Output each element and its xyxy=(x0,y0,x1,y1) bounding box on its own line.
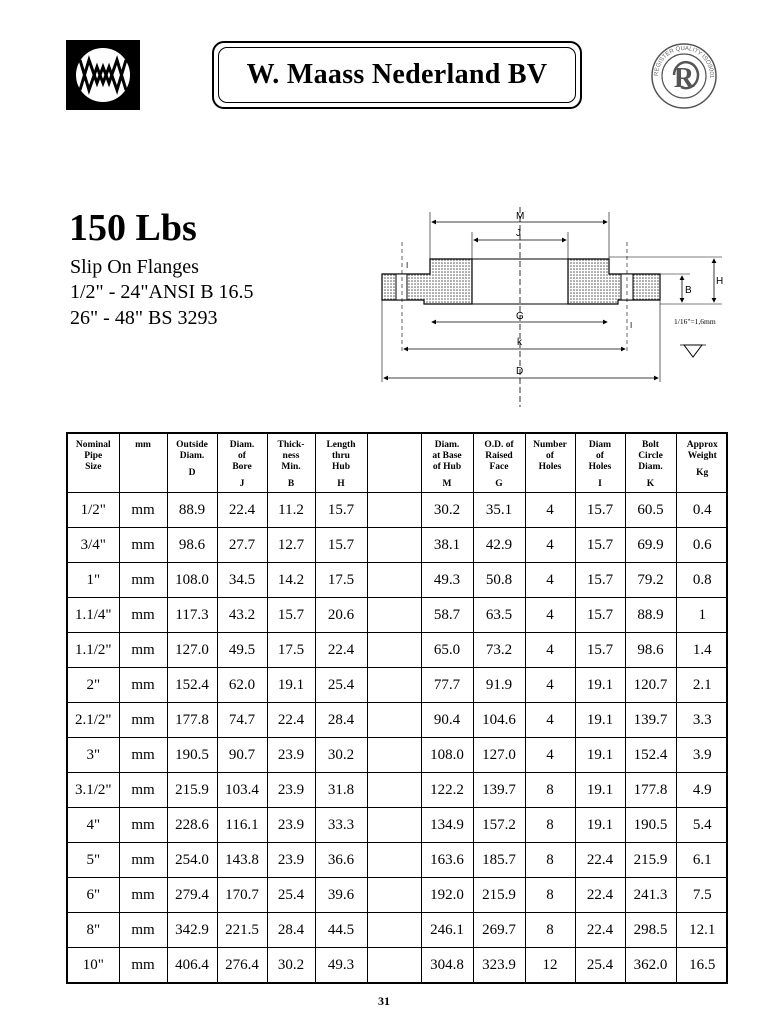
dim-label-i-right: I xyxy=(630,321,633,330)
table-cell: 298.5 xyxy=(625,913,676,948)
table-cell: 15.7 xyxy=(575,633,625,668)
table-cell: 1/2" xyxy=(68,493,119,528)
flange-cross-section-drawing xyxy=(372,202,732,412)
table-row xyxy=(68,703,728,738)
table-cell: 35.1 xyxy=(473,493,525,528)
table-cell: 152.4 xyxy=(625,738,676,773)
table-cell: 8 xyxy=(525,843,575,878)
table-cell xyxy=(367,668,421,703)
column-header xyxy=(315,434,367,493)
table-cell xyxy=(367,913,421,948)
table-cell: 25.4 xyxy=(267,878,315,913)
table-cell xyxy=(367,948,421,983)
column-header-text: Circle xyxy=(638,451,663,461)
table-cell: 0.4 xyxy=(676,493,728,528)
table-cell: 77.7 xyxy=(421,668,473,703)
table-cell xyxy=(367,598,421,633)
table-cell: 19.1 xyxy=(575,773,625,808)
table-cell: 342.9 xyxy=(167,913,217,948)
table-cell: 4 xyxy=(525,528,575,563)
column-header xyxy=(525,434,575,493)
table-cell: 10" xyxy=(68,948,119,983)
quality-register-seal-icon xyxy=(641,41,727,111)
column-header-text: at Base xyxy=(432,451,462,461)
table-cell: 49.3 xyxy=(315,948,367,983)
table-cell: mm xyxy=(119,948,167,983)
table-cell: 177.8 xyxy=(625,773,676,808)
table-cell: 23.9 xyxy=(267,738,315,773)
table-cell: 15.7 xyxy=(315,493,367,528)
table-cell: 74.7 xyxy=(217,703,267,738)
table-cell: 241.3 xyxy=(625,878,676,913)
table-cell: 98.6 xyxy=(167,528,217,563)
column-header-text: of Hub xyxy=(432,462,462,472)
column-header xyxy=(676,434,728,493)
table-cell: 38.1 xyxy=(421,528,473,563)
table-cell: 1" xyxy=(68,563,119,598)
table-cell: mm xyxy=(119,738,167,773)
table-cell xyxy=(367,843,421,878)
table-cell: 69.9 xyxy=(625,528,676,563)
table-cell: 49.5 xyxy=(217,633,267,668)
table-cell xyxy=(367,808,421,843)
table-cell: 17.5 xyxy=(267,633,315,668)
table-cell: 33.3 xyxy=(315,808,367,843)
table-cell: 1.1/2" xyxy=(68,633,119,668)
table-cell: 120.7 xyxy=(625,668,676,703)
table-cell: 2.1 xyxy=(676,668,728,703)
column-header-text: Diam. xyxy=(638,462,663,472)
table-cell: 8 xyxy=(525,773,575,808)
table-row xyxy=(68,878,728,913)
table-cell: 228.6 xyxy=(167,808,217,843)
table-cell: 15.7 xyxy=(575,598,625,633)
table-cell: 22.4 xyxy=(315,633,367,668)
dim-label-k: k xyxy=(517,337,522,348)
table-cell: 12 xyxy=(525,948,575,983)
column-header xyxy=(575,434,625,493)
table-cell: 116.1 xyxy=(217,808,267,843)
table-cell: 5" xyxy=(68,843,119,878)
column-header xyxy=(473,434,525,493)
table-cell: 88.9 xyxy=(167,493,217,528)
table-cell: 23.9 xyxy=(267,808,315,843)
table-cell: 279.4 xyxy=(167,878,217,913)
table-cell: 63.5 xyxy=(473,598,525,633)
column-header-text: mm xyxy=(135,440,151,450)
column-header-text: Holes xyxy=(588,462,612,472)
table-cell: 12.1 xyxy=(676,913,728,948)
table-cell: 4 xyxy=(525,703,575,738)
table-cell xyxy=(367,493,421,528)
table-cell: 1.1/4" xyxy=(68,598,119,633)
column-header xyxy=(267,434,315,493)
table-cell: 49.3 xyxy=(421,563,473,598)
table-cell: 8 xyxy=(525,808,575,843)
table-cell: 221.5 xyxy=(217,913,267,948)
table-cell: 117.3 xyxy=(167,598,217,633)
column-header-text: of xyxy=(546,451,554,461)
column-header-text: thru xyxy=(332,451,350,461)
column-header-text: Approx xyxy=(686,440,718,450)
seal-text: REGISTER QUALITY ISO9001 xyxy=(653,45,715,79)
table-cell: 30.2 xyxy=(315,738,367,773)
page-number: 31 xyxy=(378,994,390,1008)
table-cell: 406.4 xyxy=(167,948,217,983)
column-header-text: ness xyxy=(282,451,300,461)
table-cell: mm xyxy=(119,703,167,738)
table-cell: 1.4 xyxy=(676,633,728,668)
column-header-symbol: J xyxy=(239,479,245,489)
table-cell: 103.4 xyxy=(217,773,267,808)
table-cell: 276.4 xyxy=(217,948,267,983)
column-header-text: Nominal xyxy=(75,440,111,450)
table-cell: 108.0 xyxy=(421,738,473,773)
table-cell xyxy=(367,878,421,913)
table-cell: 15.7 xyxy=(315,528,367,563)
table-cell: 15.7 xyxy=(575,493,625,528)
column-header xyxy=(625,434,676,493)
table-row xyxy=(68,528,728,563)
column-header-text: Diam. xyxy=(179,451,205,461)
table-row xyxy=(68,563,728,598)
table-cell: 16.5 xyxy=(676,948,728,983)
table-row xyxy=(68,843,728,878)
table-cell: 192.0 xyxy=(421,878,473,913)
table-cell: 269.7 xyxy=(473,913,525,948)
table-cell: 215.9 xyxy=(473,878,525,913)
column-header-text: Weight xyxy=(687,451,717,461)
column-header xyxy=(119,434,167,493)
table-cell xyxy=(367,773,421,808)
table-cell: 3.3 xyxy=(676,703,728,738)
table-cell: 139.7 xyxy=(473,773,525,808)
column-header-text: Number xyxy=(533,440,567,450)
subtitle-line-3: 26" - 48" BS 3293 xyxy=(70,307,218,329)
table-cell: 2.1/2" xyxy=(68,703,119,738)
table-cell: 19.1 xyxy=(575,668,625,703)
table-cell: 254.0 xyxy=(167,843,217,878)
table-cell xyxy=(367,563,421,598)
table-cell: 44.5 xyxy=(315,913,367,948)
table-cell: mm xyxy=(119,493,167,528)
subtitle-line-1: Slip On Flanges xyxy=(70,256,199,278)
table-cell: 25.4 xyxy=(315,668,367,703)
table-cell: 157.2 xyxy=(473,808,525,843)
column-header-symbol: M xyxy=(442,479,452,489)
table-cell: 152.4 xyxy=(167,668,217,703)
table-cell: 88.9 xyxy=(625,598,676,633)
table-cell: 0.8 xyxy=(676,563,728,598)
dim-label-j: J xyxy=(516,228,521,239)
column-header-text: Length xyxy=(326,440,356,450)
table-cell: 104.6 xyxy=(473,703,525,738)
column-header-text: Diam xyxy=(588,440,612,450)
table-cell: 4.9 xyxy=(676,773,728,808)
table-cell: 79.2 xyxy=(625,563,676,598)
table-cell: 15.7 xyxy=(575,563,625,598)
table-cell: 8 xyxy=(525,913,575,948)
table-cell: mm xyxy=(119,808,167,843)
table-cell: 362.0 xyxy=(625,948,676,983)
table-cell: 34.5 xyxy=(217,563,267,598)
table-cell: 28.4 xyxy=(315,703,367,738)
table-cell: 108.0 xyxy=(167,563,217,598)
table-cell: 8" xyxy=(68,913,119,948)
column-header-text: Diam. xyxy=(229,440,255,450)
column-header-symbol: B xyxy=(287,479,295,489)
table-cell: 19.1 xyxy=(267,668,315,703)
column-header-symbol: I xyxy=(598,479,602,489)
table-cell: 27.7 xyxy=(217,528,267,563)
table-cell: 134.9 xyxy=(421,808,473,843)
table-cell xyxy=(367,703,421,738)
table-cell: 23.9 xyxy=(267,843,315,878)
table-cell: 25.4 xyxy=(575,948,625,983)
column-header-text: Pipe xyxy=(84,451,103,461)
table-cell: 323.9 xyxy=(473,948,525,983)
table-cell: 15.7 xyxy=(575,528,625,563)
table-row xyxy=(68,493,728,528)
table-cell: 91.9 xyxy=(473,668,525,703)
table-cell: 4 xyxy=(525,738,575,773)
table-cell: 190.5 xyxy=(167,738,217,773)
table-cell: 3.1/2" xyxy=(68,773,119,808)
table-cell: 122.2 xyxy=(421,773,473,808)
dim-label-b: B xyxy=(685,285,692,296)
table-row xyxy=(68,738,728,773)
page-title: 150 Lbs xyxy=(69,207,197,249)
column-header-text: of xyxy=(238,451,246,461)
table-cell: mm xyxy=(119,843,167,878)
table-cell xyxy=(367,633,421,668)
table-cell: 58.7 xyxy=(421,598,473,633)
table-cell: 246.1 xyxy=(421,913,473,948)
table-cell: 22.4 xyxy=(267,703,315,738)
table-cell: 4" xyxy=(68,808,119,843)
table-cell: 22.4 xyxy=(575,843,625,878)
table-cell: 19.1 xyxy=(575,738,625,773)
table-cell: 3" xyxy=(68,738,119,773)
column-header-text: Raised xyxy=(485,451,513,461)
table-cell: 2" xyxy=(68,668,119,703)
table-cell: mm xyxy=(119,598,167,633)
table-cell: mm xyxy=(119,528,167,563)
column-header xyxy=(68,434,119,493)
table-header-row xyxy=(68,434,728,493)
column-header xyxy=(217,434,267,493)
table-cell: mm xyxy=(119,668,167,703)
column-header-text: Thick- xyxy=(277,440,305,450)
table-cell: 3/4" xyxy=(68,528,119,563)
table-cell: 4 xyxy=(525,563,575,598)
table-cell: 14.2 xyxy=(267,563,315,598)
table-cell: 60.5 xyxy=(625,493,676,528)
column-header-text: Bore xyxy=(232,462,252,472)
table-cell: mm xyxy=(119,563,167,598)
table-cell: 20.6 xyxy=(315,598,367,633)
table-cell: 170.7 xyxy=(217,878,267,913)
column-header-symbol: H xyxy=(337,479,345,489)
table-cell: 42.9 xyxy=(473,528,525,563)
table-cell: 127.0 xyxy=(167,633,217,668)
table-cell: 11.2 xyxy=(267,493,315,528)
table-cell: 36.6 xyxy=(315,843,367,878)
subtitle-line-2: 1/2" - 24"ANSI B 16.5 xyxy=(70,281,254,303)
column-header-text: Outside xyxy=(176,440,208,450)
table-cell: 90.7 xyxy=(217,738,267,773)
table-cell: 6" xyxy=(68,878,119,913)
raised-face-note: 1/16"=1,6mm xyxy=(674,317,716,326)
table-cell: 15.7 xyxy=(267,598,315,633)
table-cell: 28.4 xyxy=(267,913,315,948)
table-cell: 65.0 xyxy=(421,633,473,668)
dim-label-g: G xyxy=(516,311,524,322)
dim-label-h: H xyxy=(716,276,724,287)
table-cell: 4 xyxy=(525,598,575,633)
table-row xyxy=(68,913,728,948)
company-name: W. Maass Nederland BV xyxy=(246,59,548,90)
table-cell: 19.1 xyxy=(575,808,625,843)
table-row xyxy=(68,773,728,808)
table-cell: 12.7 xyxy=(267,528,315,563)
table-cell: 190.5 xyxy=(625,808,676,843)
table-cell: 98.6 xyxy=(625,633,676,668)
company-name-box xyxy=(212,41,582,109)
column-header-text: Bolt xyxy=(642,440,659,450)
table-cell xyxy=(367,528,421,563)
column-header-text: Holes xyxy=(538,462,562,472)
column-header-text: O.D. of xyxy=(484,440,514,450)
table-cell: 19.1 xyxy=(575,703,625,738)
table-cell: 139.7 xyxy=(625,703,676,738)
column-header-symbol: K xyxy=(646,479,655,489)
column-header-text: Hub xyxy=(332,462,350,472)
column-header-text: Min. xyxy=(281,462,301,472)
table-cell: 3.9 xyxy=(676,738,728,773)
table-cell: 50.8 xyxy=(473,563,525,598)
table-cell: 22.4 xyxy=(575,913,625,948)
table-cell: 4 xyxy=(525,493,575,528)
table-cell: 143.8 xyxy=(217,843,267,878)
table-cell: 4 xyxy=(525,668,575,703)
table-row xyxy=(68,808,728,843)
table-cell: 0.6 xyxy=(676,528,728,563)
table-cell: 127.0 xyxy=(473,738,525,773)
column-header xyxy=(421,434,473,493)
column-header-text: Size xyxy=(85,462,102,472)
table-cell: 62.0 xyxy=(217,668,267,703)
table-cell: 1 xyxy=(676,598,728,633)
table-row xyxy=(68,668,728,703)
table-cell: mm xyxy=(119,913,167,948)
table-cell: 43.2 xyxy=(217,598,267,633)
table-cell: 6.1 xyxy=(676,843,728,878)
dim-label-d: D xyxy=(516,366,524,377)
wm-logo-icon xyxy=(66,40,140,110)
table-cell: 31.8 xyxy=(315,773,367,808)
column-header xyxy=(367,434,421,493)
column-header-text: Diam. xyxy=(434,440,460,450)
table-cell: 304.8 xyxy=(421,948,473,983)
table-row xyxy=(68,633,728,668)
dim-label-m: M xyxy=(516,211,525,222)
table-cell: 4 xyxy=(525,633,575,668)
table-cell: 215.9 xyxy=(625,843,676,878)
table-cell: mm xyxy=(119,878,167,913)
table-cell: 177.8 xyxy=(167,703,217,738)
table-cell: 22.4 xyxy=(575,878,625,913)
column-header-symbol: D xyxy=(188,468,196,478)
table-cell: mm xyxy=(119,773,167,808)
table-cell: 185.7 xyxy=(473,843,525,878)
table-cell: 163.6 xyxy=(421,843,473,878)
table-cell: 22.4 xyxy=(217,493,267,528)
table-cell: 8 xyxy=(525,878,575,913)
table-cell: 23.9 xyxy=(267,773,315,808)
table-row xyxy=(68,598,728,633)
table-cell: 215.9 xyxy=(167,773,217,808)
table-cell: 39.6 xyxy=(315,878,367,913)
table-cell: 73.2 xyxy=(473,633,525,668)
table-cell: 5.4 xyxy=(676,808,728,843)
table-cell: 30.2 xyxy=(267,948,315,983)
svg-text:R: R xyxy=(673,63,695,94)
table-cell xyxy=(367,738,421,773)
table-cell: mm xyxy=(119,633,167,668)
dim-label-i-left: I xyxy=(406,261,409,270)
column-header-text: Face xyxy=(489,462,509,472)
column-header-symbol: G xyxy=(495,479,503,489)
table-cell: 17.5 xyxy=(315,563,367,598)
table-cell: 30.2 xyxy=(421,493,473,528)
table-cell: 7.5 xyxy=(676,878,728,913)
column-header xyxy=(167,434,217,493)
flange-dimensions-table xyxy=(66,432,728,984)
table-cell: 90.4 xyxy=(421,703,473,738)
column-header-text: of xyxy=(596,451,604,461)
column-header-symbol: Kg xyxy=(696,468,709,478)
table-row xyxy=(68,948,728,983)
